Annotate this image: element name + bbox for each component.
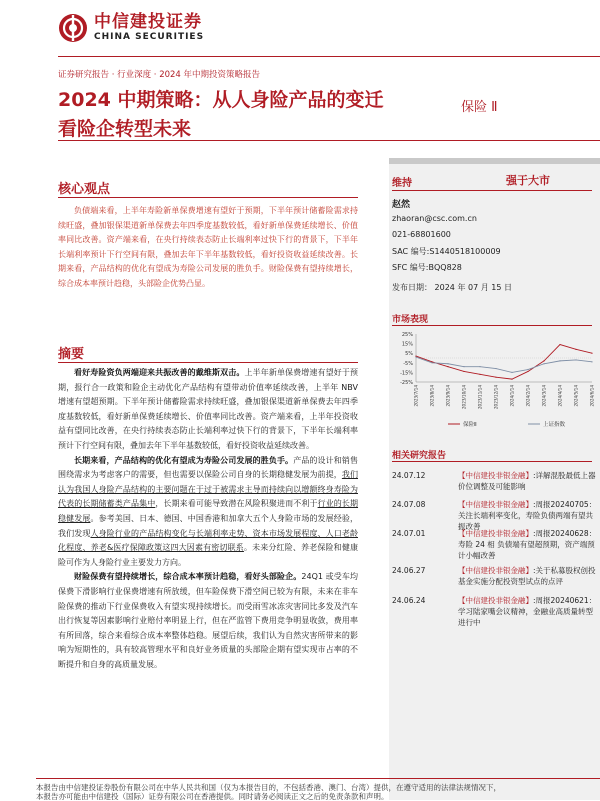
- x-tick-label: 2024/4/14: [557, 385, 563, 407]
- related-report-date: 24.07.01: [392, 529, 426, 538]
- data-point: [527, 369, 528, 370]
- x-tick-label: 2024/1/14: [509, 385, 515, 407]
- data-point: [511, 379, 512, 380]
- data-point: [591, 353, 592, 354]
- report-series: 证券研究报告 · 行业深度 · 2024 年中期投资策略报告: [58, 70, 261, 80]
- related-report-title[interactable]: [458, 470, 598, 492]
- x-tick-label: 2024/6/14: [589, 385, 595, 407]
- related-report-date: 24.07.12: [392, 471, 426, 480]
- disclaimer-line-1: 本报告由中信建投证券股份有限公司在中华人民共和国（仅为本报告目的，不包括香港、澳门、台湾）提供，在遵守适用的法律法规情况下，: [36, 783, 501, 792]
- x-tick-label: 2024/5/14: [573, 385, 579, 407]
- summary-p1-lead: 看好寿险资负两端迎来共振改善的戴维斯双击。: [74, 368, 245, 377]
- header-divider: [58, 56, 600, 57]
- summary-heading: 摘要: [58, 347, 85, 362]
- summary-p1-text: 上半年新单保费增速有望好于预期，报行合一政策和险企主动优化产品结构有望带动价值率延续改善，上半年 NBV 增速有望超预期。下半年预计储蓄险需求持续旺盛，叠加银保渠道新单保费去年四季度基数较低，看好新单保费延续增长、价值率同比改善。资产端来看，上半年投资收益有望同比改善，在央行持续表态防止长端利率过快下行的背景下，下半年长端利率预计下行空间有限，叠加去年下半年基数较低，看好投资收益延续改善。: [58, 368, 358, 450]
- related-report-text: :关于私募股权创投基金实施分配投资型试点的点评: [458, 566, 596, 586]
- summary-p2-underline-1: 我们认为我国人身险产品结构的主要问题在于过于被需求主导而持续向以增额终身寿险为代表的长期储蓄类产品集中: [58, 470, 359, 509]
- data-point: [511, 372, 512, 373]
- related-report-date: 24.07.08: [392, 500, 426, 509]
- core-text: 负债端来看，上半年寿险新单保费增速有望好于预期，下半年预计储蓄险需求持续旺盛，叠加银保渠道新单保费去年四季度基数较低，看好新单保费延续增长、价值率同比改善。资产端来看，在央行持续表态防止长端利率过快下行的背景下，下半年长端利率预计下行空间有限，叠加去年下半年基数较低，看好投资收益延续改善。长期来看，产品结构的优化有望成为寿险公司发展的胜负手。财险保费有望持续增长，综合成本率预计趋稳，头部险企优势凸显。: [58, 206, 358, 288]
- data-point: [575, 349, 576, 350]
- related-underline: [392, 461, 592, 462]
- related-report-title[interactable]: [458, 595, 598, 628]
- analyst-sac: SAC 编号:S1440518100009: [392, 247, 501, 256]
- y-tick-label: 5%: [405, 351, 413, 358]
- data-point: [479, 374, 480, 375]
- related-report-tag: 【中信建投非银金融】: [458, 529, 533, 538]
- market-chart: [392, 328, 598, 430]
- market-heading: 市场表现: [392, 315, 429, 325]
- data-point: [591, 361, 592, 362]
- data-point: [495, 368, 496, 369]
- summary-p2: [58, 454, 358, 571]
- summary-p2-lead: 长期来看，产品结构的优化有望成为寿险公司发展的胜负手。: [74, 455, 294, 465]
- logo-emblem-icon: [58, 13, 88, 43]
- rating-action: 维持: [392, 178, 412, 189]
- core-heading: 核心观点: [58, 182, 111, 197]
- x-tick-label: 2023/9/14: [445, 385, 451, 407]
- data-point: [543, 360, 544, 361]
- summary-p1: [58, 366, 358, 454]
- data-point: [431, 362, 432, 363]
- footer-divider: [36, 778, 600, 779]
- x-tick-label: 2024/2/14: [525, 385, 531, 407]
- related-report-tag: 【中信建投非银金融】: [458, 566, 533, 575]
- data-point: [559, 344, 560, 345]
- summary-p2-underline-3: 人身险行业的产品结构变化与长端利率走势、资本市场发展程度、人口老龄化程度、养老&医疗保障政策这四大因素有密切联系: [58, 528, 359, 553]
- related-report-date: 24.06.24: [392, 596, 426, 605]
- data-point: [447, 363, 448, 364]
- y-tick-label: 25%: [401, 332, 413, 338]
- summary-p3: [58, 570, 358, 672]
- report-title: 2024 中期策略：从人身险产品的变迁看险企转型未来: [58, 89, 384, 140]
- rating-divider: [392, 190, 592, 191]
- title-divider: [58, 140, 600, 141]
- legend-label: 上证指数: [543, 422, 566, 428]
- x-tick-label: 2023/8/14: [429, 385, 435, 407]
- analyst-sfc: SFC 编号:BQQ828: [392, 263, 462, 272]
- y-tick-label: -5%: [403, 360, 413, 367]
- related-report-text: :周报20240628：寿险 24 相 负债端有望超预期，资产端预计小幅改善: [458, 529, 597, 560]
- series-line-insurance: [416, 345, 592, 380]
- summary-p2-underline-2: 行业的长期稳健发展: [58, 499, 359, 523]
- publish-date: 发布日期： 2024 年 07 月 15 日: [392, 283, 512, 292]
- analyst-phone: 021-68801600: [392, 230, 451, 239]
- y-tick-label: -25%: [400, 380, 413, 386]
- logo-en: CHINA SECURITIES: [94, 32, 205, 42]
- rating-value: 强于大市: [506, 174, 550, 187]
- related-report-title[interactable]: [458, 528, 598, 561]
- legend-label: 保险Ⅱ: [463, 422, 477, 428]
- related-report-date: 24.06.27: [392, 566, 426, 575]
- summary-p2-c: 。参考美国、日本、德国、中国香港和加拿大五个人身险市场的发展经验，我们发现: [58, 513, 359, 538]
- related-report-tag: 【中信建投非银金融】: [458, 500, 533, 509]
- data-point: [447, 366, 448, 367]
- summary-p3-lead: 财险保费有望持续增长，综合成本率预计趋稳，看好头部险企。: [74, 572, 302, 582]
- related-report-text: :详解混股最低上器价位调整及可能影响: [458, 471, 596, 491]
- x-tick-label: 2023/10/14: [461, 385, 467, 410]
- logo-cn: 中信建投证券: [94, 12, 202, 32]
- related-heading: 相关研究报告: [392, 451, 447, 461]
- summary-p2-a: 产品的设计和销售围绕需求为考虑客户的需要，但也需要以保险公司自身的长期稳健发展为前提，: [58, 455, 359, 480]
- summary-underline: [58, 362, 358, 363]
- company-logo: [58, 12, 204, 43]
- disclaimer-line-2: 本报告亦可能由中信建投（国际）证券有限公司在香港提供。同时请务必阅读正文之后的免责条款和声明。: [36, 792, 389, 801]
- summary-p3-text: 24Q1 或受车均保费下滑影响行业保费增速有所放缓，但车险保费下滑空间已较为有限，未来在非车险保费的推动下行业保费收入有望实现持续增长。而受雨雪冰冻灾害同比多发及汽车出行恢复等因素影响行业赔付率明显上行，但在严监管下费用竞争明显收敛，费用率有所回落，综合来看综合成本率整体趋稳。展望后续，我们认为自然灾害所带来的影响为短期性的，具有较高管理水平和良好业务质量的头部险企期有望实现市占率的不断提升和自身的高质量发展。: [58, 572, 359, 669]
- market-underline: [392, 325, 592, 326]
- y-tick-label: 15%: [401, 341, 413, 348]
- x-tick-label: 2024/3/14: [541, 385, 547, 407]
- related-report-tag: 【中信建投非银金融】: [458, 471, 533, 480]
- related-report-tag: 【中信建投非银金融】: [458, 596, 533, 605]
- data-point: [543, 363, 544, 364]
- summary-body: [58, 366, 358, 672]
- summary-p2-d: 。未来分红险、养老保险和健康险可作为人身险行业主要发力方向。: [58, 543, 358, 567]
- related-report-text: :周报20240705：关注长端利率变化，寿险负债两端有望共振改善: [458, 500, 597, 531]
- data-point: [527, 371, 528, 372]
- data-point: [479, 366, 480, 367]
- industry-label: 保险 Ⅱ: [461, 100, 498, 115]
- core-paragraph: [58, 204, 358, 292]
- analyst-email[interactable]: zhaoran@csc.com.cn: [392, 214, 477, 223]
- data-point: [463, 371, 464, 372]
- data-point: [415, 356, 416, 357]
- related-report-text: :周报20240621：学习陆家嘴会议精神，金融业高质量转型进行中: [458, 596, 597, 627]
- x-tick-label: 2023/7/14: [413, 385, 419, 407]
- data-point: [575, 359, 576, 360]
- data-point: [559, 360, 560, 361]
- core-underline: [58, 197, 358, 198]
- data-point: [495, 377, 496, 378]
- disclaimer: [36, 783, 596, 801]
- x-tick-label: 2023/12/14: [493, 385, 499, 410]
- summary-p2-b: ，长期来看可能导致潜在风险积聚进而不利于: [155, 499, 318, 509]
- data-point: [463, 366, 464, 367]
- y-tick-label: -15%: [400, 370, 413, 377]
- related-report-title[interactable]: [458, 565, 598, 587]
- x-tick-label: 2023/11/14: [477, 385, 483, 410]
- analyst-name: 赵然: [392, 200, 411, 210]
